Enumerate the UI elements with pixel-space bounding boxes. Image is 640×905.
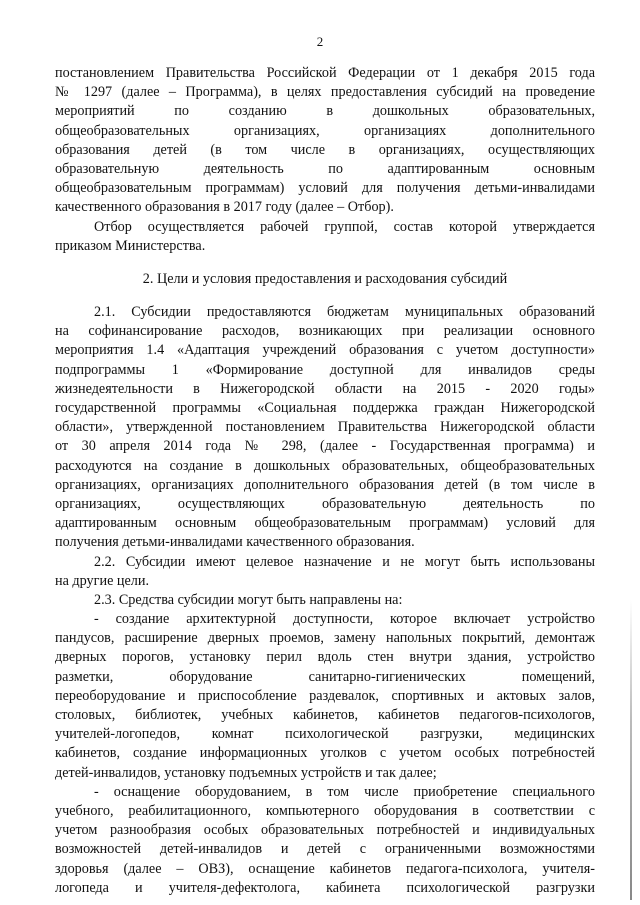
text-line: расходуются на создание в дошкольных образовательных, общеобразовательных [55, 457, 595, 474]
text-line: образовательную деятельность по адаптированным основным [55, 160, 595, 177]
text-line: Отбор осуществляется рабочей группой, состав которой утверждается [94, 218, 595, 235]
text-line: 2.1. Субсидии предоставляются бюджетам муниципальных образований [94, 304, 595, 321]
page-number: 2 [316, 34, 324, 49]
paragraph-selection [55, 218, 595, 256]
paragraph-2-2 [55, 553, 595, 591]
text-line: здоровья (далее – ОВЗ), оснащение кабинетов педагога-психолога, учителя- [55, 860, 595, 877]
text-line: - оснащение оборудованием, в том числе приобретение специального [94, 783, 595, 800]
text-line: мероприятия 1.4 «Адаптация учреждений образования с учетом доступности» [55, 342, 595, 359]
text-line: организациях, осуществляющих образовательную деятельность по [55, 495, 595, 512]
text-line: области», утвержденной постановлением Правительства Нижегородской области [55, 419, 595, 436]
spacer [55, 289, 595, 303]
text-line: детей-инвалидов, установку подъемных устройств и так далее; [55, 764, 437, 781]
paragraph-2-1 [55, 303, 595, 552]
document-body [55, 64, 595, 898]
text-line: логопеда и учителя-дефектолога, кабинета психологической разгрузки [55, 879, 595, 896]
text-line: учетом разнообразия особых образовательных потребностей и индивидуальных [55, 822, 595, 839]
text-line: получения детьми-инвалидами качественного образования. [55, 534, 415, 551]
text-line: постановлением Правительства Российской Федерации от 1 декабря 2015 года [55, 65, 595, 81]
text-line: на софинансирование расходов, возникающих при реализации основного [55, 323, 595, 340]
text-line: разметки, оборудование санитарно-гигиенических помещений, [55, 668, 595, 685]
text-line: переоборудование и приспособление раздевалок, спортивных и актовых залов, [55, 687, 595, 704]
text-line: учебного, реабилитационного, компьютерного оборудования в соответствии с [55, 802, 595, 819]
scan-edge-shadow [630, 600, 632, 900]
text-line: дверных порогов, установку перил вдоль стен внутри здания, устройство [55, 649, 595, 666]
text-line: жизнедеятельности в Нижегородской области на 2015 - 2020 годы» [55, 380, 595, 397]
paragraph-2-3 [55, 591, 595, 610]
text-line: адаптированным основным общеобразовательным программам) условий для [55, 515, 595, 532]
text-line: образования детей (в том числе в организациях, осуществляющих [55, 141, 595, 158]
text-line: общеобразовательным программам) условий для получения детьми-инвалидами [55, 180, 595, 197]
text-line: кабинетов, создание информационных уголков с учетом особых потребностей [55, 745, 595, 762]
text-line: на другие цели. [55, 572, 150, 589]
paragraph-intro [55, 64, 595, 218]
text-line: № 1297 (далее – Программа), в целях предоставления субсидий на проведение [55, 84, 595, 101]
text-line: качественного образования в 2017 году (далее – Отбор). [55, 199, 394, 216]
text-line: - создание архитектурной доступности, которое включает устройство [94, 611, 595, 628]
section-heading: 2. Цели и условия предоставления и расходования субсидий [142, 270, 508, 287]
text-line: подпрограммы 1 «Формирование доступной для инвалидов среды [55, 361, 595, 378]
text-line: столовых, библиотек, учебных кабинетов, кабинетов педагогов-психологов, [55, 707, 595, 723]
text-line: общеобразовательных организациях, организациях дополнительного [55, 122, 595, 139]
text-line: организациях, организациях дополнительного образования детей (в том числе в [55, 476, 595, 493]
text-line: от 30 апреля 2014 года № 298, (далее - Государственная программа) и [55, 438, 595, 455]
text-line: 2.2. Субсидии имеют целевое назначение и не могут быть использованы [94, 553, 595, 570]
text-line: возможностей детей-инвалидов и детей с ограниченными возможностями [55, 841, 595, 858]
text-line: приказом Министерства. [55, 237, 206, 254]
text-line: учителей-логопедов, комнат психологической разгрузки, медицинских [55, 726, 595, 743]
text-line: 2.3. Средства субсидии могут быть направлены на: [94, 591, 403, 608]
list-item-accessibility [55, 610, 595, 783]
text-line: мероприятий по созданию в дошкольных образовательных, [55, 103, 595, 120]
text-line: государственной программы «Социальная поддержка граждан Нижегородской [55, 400, 595, 416]
list-item-equipment [55, 783, 595, 898]
spacer [55, 256, 595, 270]
text-line: пандусов, расширение дверных проемов, замену напольных покрытий, демонтаж [55, 630, 595, 647]
